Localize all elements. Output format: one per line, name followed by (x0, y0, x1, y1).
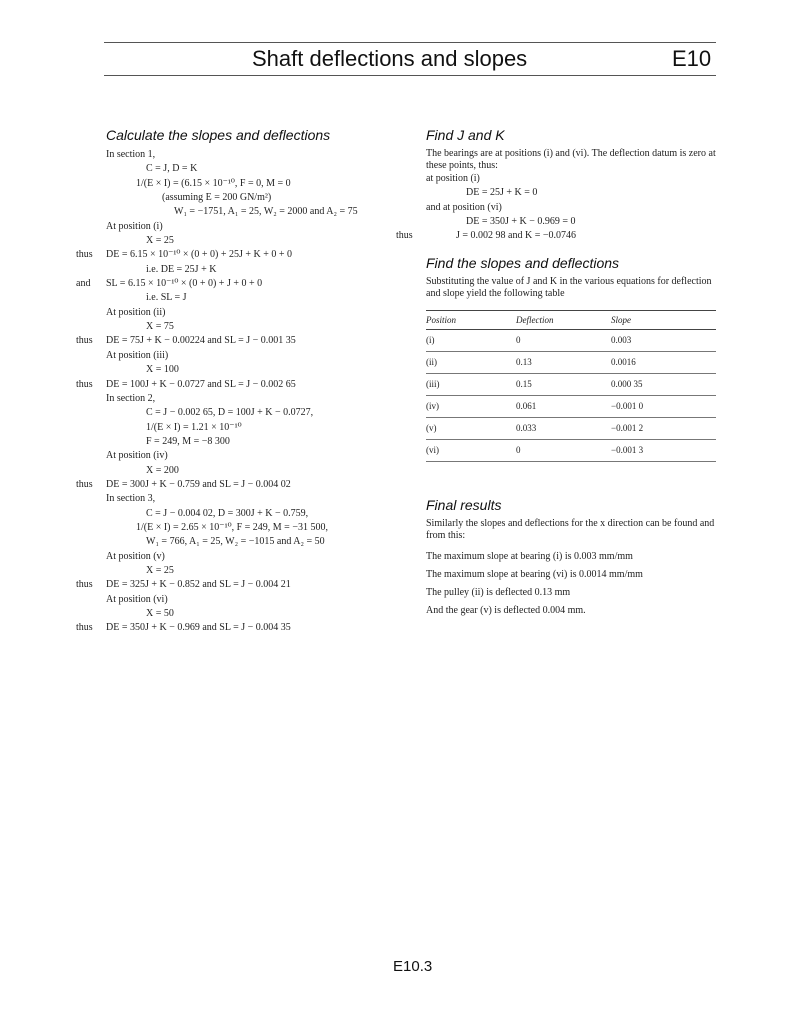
find-line (396, 215, 716, 229)
line-text: DE = 75J + K − 0.00224 and SL = J − 0.001 35 (106, 335, 296, 347)
calculation-line (76, 248, 406, 262)
table-cell-slope: −0.001 0 (611, 395, 716, 417)
line-text: C = J − 0.004 02, D = 300J + K − 0.759, (146, 507, 309, 519)
calculation-line (76, 349, 406, 363)
header-top-rule (104, 42, 716, 43)
final-results-lines (396, 548, 716, 620)
table-cell-slope: 0.003 (611, 329, 716, 351)
line-text: i.e. DE = 25J + K (146, 263, 217, 275)
line-text: F = 249, M = −8 300 (146, 435, 230, 447)
line-text: At position (iii) (106, 349, 169, 361)
calculation-line (76, 607, 406, 621)
results-table (426, 310, 716, 462)
line-text: DE = 350J + K − 0.969 and SL = J − 0.004 35 (106, 622, 291, 634)
line-text: In section 3, (106, 493, 156, 505)
calculation-line (76, 148, 406, 162)
line-text: X = 25 (146, 564, 174, 576)
calculation-line (76, 507, 406, 521)
line-text: at position (i) (426, 173, 480, 184)
calculation-line (76, 334, 406, 348)
table-cell-deflection: 0.15 (516, 373, 611, 395)
find-jk-paragraph: The bearings are at positions (i) and (vi). The deflection datum is zero at these points, thus: (426, 148, 716, 171)
line-text: X = 100 (146, 364, 179, 376)
calculation-line (76, 234, 406, 248)
calculation-line (76, 621, 406, 635)
table-cell-slope: 0.0016 (611, 351, 716, 373)
line-text: DE = 100J + K − 0.0727 and SL = J − 0.002 65 (106, 378, 296, 390)
header-bottom-rule (104, 75, 716, 76)
line-label: thus (76, 579, 93, 591)
line-text: At position (iv) (106, 450, 168, 462)
table-cell-position: (i) (426, 329, 516, 351)
table-cell-deflection: 0.061 (516, 395, 611, 417)
slopes-heading: Find the slopes and deflections (426, 254, 620, 271)
calculation-line (76, 177, 406, 191)
table-row (426, 439, 716, 461)
calculation-line (76, 421, 406, 435)
left-column (76, 126, 406, 636)
line-text: DE = 25J + K = 0 (466, 187, 538, 199)
find-line (396, 186, 716, 200)
calculation-lines (76, 148, 406, 636)
line-text: 1/(E × I) = (6.15 × 10⁻¹⁰, F = 0, M = 0 (136, 177, 291, 189)
line-text: X = 75 (146, 321, 174, 333)
line-text: At position (v) (106, 550, 165, 562)
calculation-line (76, 220, 406, 234)
table-cell-position: (iii) (426, 373, 516, 395)
final-result-line: The pulley (ii) is deflected 0.13 mm (426, 586, 571, 598)
line-text: DE = 325J + K − 0.852 and SL = J − 0.004 21 (106, 579, 291, 591)
find-line (396, 229, 716, 243)
calculation-line (76, 435, 406, 449)
calculation-line (76, 406, 406, 420)
final-results-paragraph: Similarly the slopes and deflections for the x direction can be found and from this: (426, 517, 715, 541)
line-text: 1/(E × I) = 2.65 × 10⁻¹⁰, F = 249, M = −31 500, (136, 521, 328, 533)
page-title: Shaft deflections and slopes (252, 46, 528, 71)
line-text: C = J, D = K (146, 163, 198, 175)
table-cell-slope: −0.001 2 (611, 417, 716, 439)
calculation-line (76, 578, 406, 592)
final-result-line: The maximum slope at bearing (vi) is 0.0014 mm/mm (426, 568, 643, 580)
page-number: E10.3 (393, 958, 433, 975)
line-text: In section 2, (106, 392, 156, 404)
table-cell-position: (v) (426, 417, 516, 439)
table-cell-deflection: 0 (516, 329, 611, 351)
calculation-line (76, 535, 406, 549)
line-text: DE = 6.15 × 10⁻¹⁰ × (0 + 0) + 25J + K + 0 + 0 (106, 249, 293, 261)
left-heading: Calculate the slopes and deflections (106, 127, 331, 143)
table-header-slope: Slope (611, 310, 716, 329)
line-label: thus (76, 478, 93, 490)
calculation-line (76, 291, 406, 305)
line-text: W₁ = −1751, A₁ = 25, W₂ = 2000 and A₂ = 75 (174, 206, 358, 218)
line-text: DE = 350J + K − 0.969 = 0 (466, 216, 576, 228)
calculation-line (76, 277, 406, 291)
table-row (426, 351, 716, 373)
line-text: C = J − 0.002 65, D = 100J + K − 0.0727, (146, 407, 314, 419)
line-label: thus (76, 622, 93, 634)
calculation-line (76, 449, 406, 463)
line-text: At position (i) (106, 220, 163, 232)
calculation-line (76, 593, 406, 607)
line-text: and at position (vi) (426, 201, 502, 213)
calculation-line (76, 378, 406, 392)
find-line (396, 201, 716, 215)
table-row (426, 417, 716, 439)
calculation-line (76, 363, 406, 377)
table-header-deflection: Deflection (516, 310, 611, 329)
table-cell-deflection: 0 (516, 439, 611, 461)
section-code: E10 (672, 46, 712, 71)
final-result-line: The maximum slope at bearing (i) is 0.003 mm/mm (426, 550, 633, 562)
table-row (426, 395, 716, 417)
calculation-line (76, 464, 406, 478)
final-result-line: And the gear (v) is deflected 0.004 mm. (426, 604, 586, 616)
line-label: thus (76, 335, 93, 347)
line-text: i.e. SL = J (146, 292, 187, 304)
table-cell-position: (ii) (426, 351, 516, 373)
calculation-line (76, 263, 406, 277)
line-text: DE = 300J + K − 0.759 and SL = J − 0.004 02 (106, 478, 291, 490)
calculation-line (76, 320, 406, 334)
table-header-position: Position (426, 310, 516, 329)
table-cell-slope: −0.001 3 (611, 439, 716, 461)
calculation-line (76, 306, 406, 320)
table-row (426, 329, 716, 351)
line-text: (assuming E = 200 GN/m²) (162, 192, 272, 204)
line-text: X = 50 (146, 608, 174, 619)
find-jk-heading: Find J and K (426, 127, 505, 143)
calculation-line (76, 392, 406, 406)
calculation-line (76, 478, 406, 492)
calculation-line (76, 521, 406, 535)
table-header-row (426, 310, 716, 329)
table-cell-position: (iv) (426, 395, 516, 417)
calculation-line (76, 205, 406, 219)
line-text: At position (ii) (106, 306, 166, 318)
line-label: thus (76, 378, 93, 390)
line-text: X = 200 (146, 464, 179, 476)
line-text: W₁ = 766, A₁ = 25, W₂ = −1015 and A₂ = 50 (146, 536, 325, 548)
table-row (426, 373, 716, 395)
calculation-line (76, 492, 406, 506)
find-jk-lines (396, 172, 716, 244)
table-cell-position: (vi) (426, 439, 516, 461)
calculation-line (76, 550, 406, 564)
line-label: thus (396, 230, 413, 242)
final-results-heading: Final results (426, 496, 502, 513)
table-cell-slope: 0.000 35 (611, 373, 716, 395)
calculation-line (76, 162, 406, 176)
table-cell-deflection: 0.033 (516, 417, 611, 439)
table-cell-deflection: 0.13 (516, 351, 611, 373)
line-text: At position (vi) (106, 593, 168, 605)
line-text: 1/(E × I) = 1.21 × 10⁻¹⁰ (146, 421, 242, 433)
line-text: X = 25 (146, 235, 174, 247)
line-text: J = 0.002 98 and K = −0.0746 (456, 230, 576, 242)
calculation-line (76, 564, 406, 578)
calculation-line (76, 191, 406, 205)
slopes-paragraph: Substituting the value of J and K in the various equations for deflection and slope yield the following table (426, 275, 712, 299)
line-text: In section 1, (106, 149, 156, 160)
line-label: and (76, 278, 91, 290)
right-column (396, 126, 716, 620)
line-text: SL = 6.15 × 10⁻¹⁰ × (0 + 0) + J + 0 + 0 (106, 278, 263, 290)
find-line (396, 172, 716, 186)
line-label: thus (76, 249, 93, 261)
